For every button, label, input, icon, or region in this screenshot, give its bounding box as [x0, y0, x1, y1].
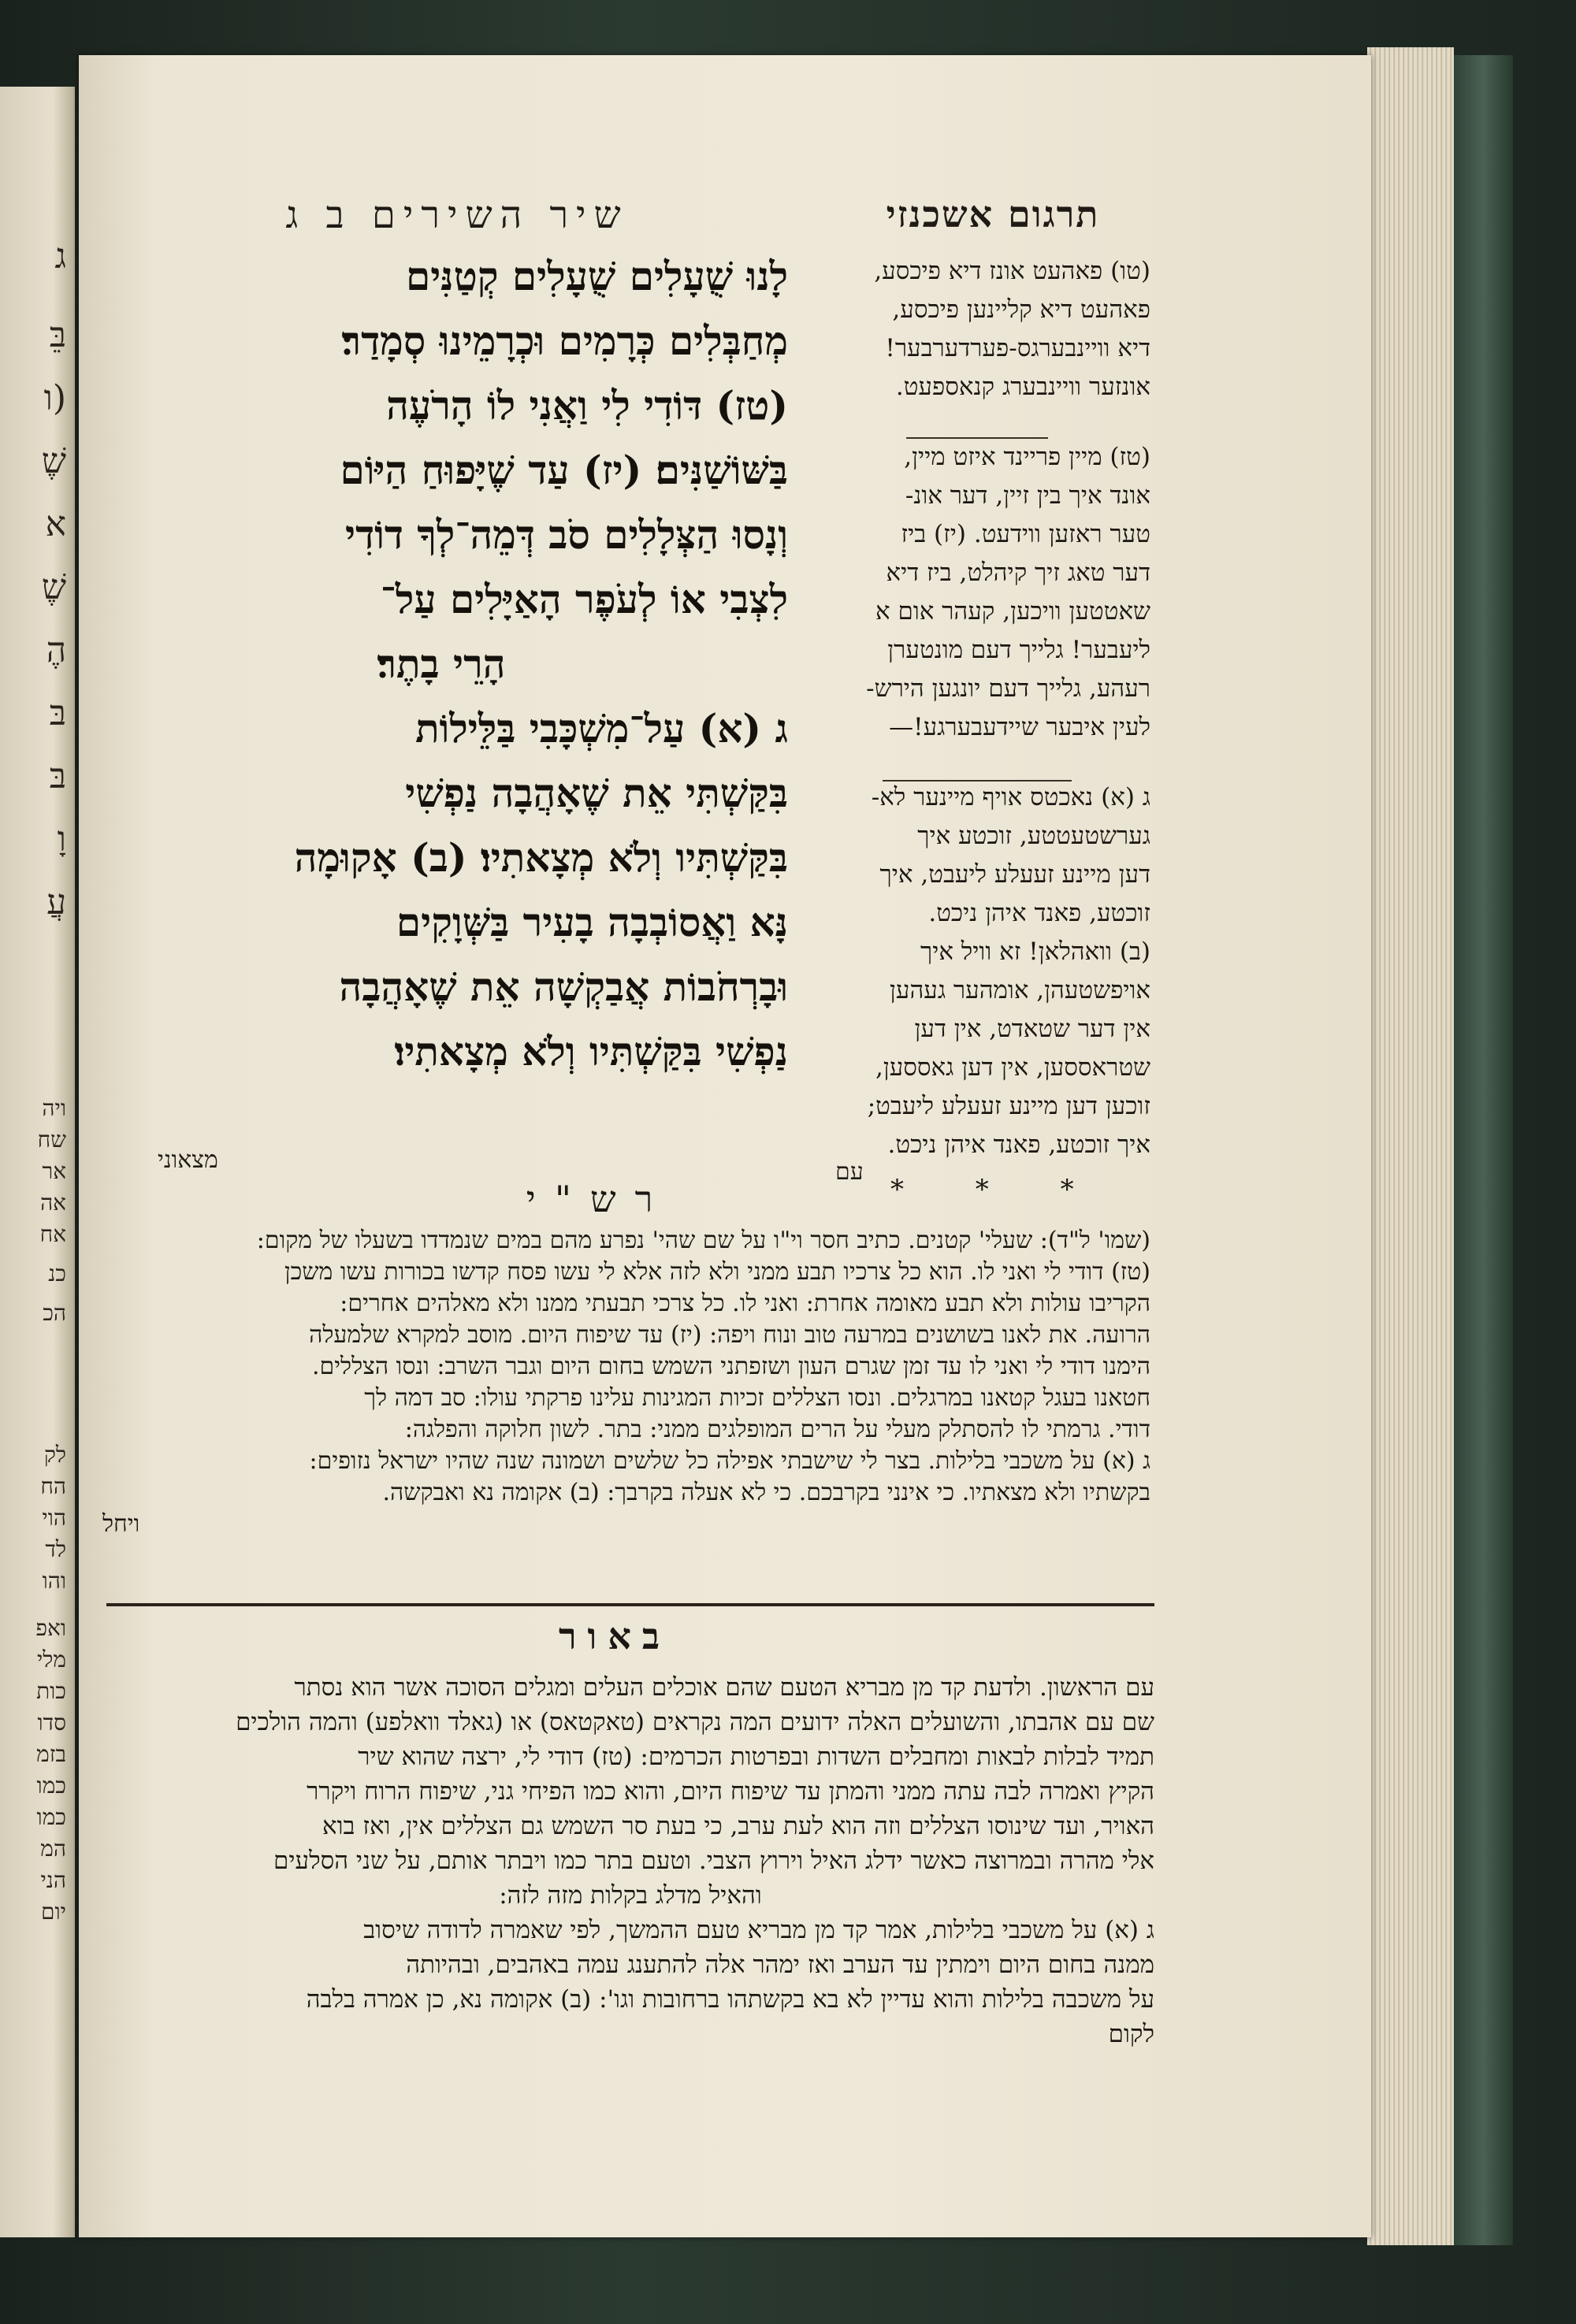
left-page-edge: [0, 87, 75, 2237]
page-edges: [1367, 47, 1454, 2245]
left-page-fragment: המ: [40, 1836, 66, 1862]
translation-line: גערשטעטטע, זוכטע איך: [917, 822, 1150, 850]
rashi-line: חטאנו בעגל קטאנו במרגלים. ונסו הצללים זכיות המגינות עלינו פרקתי עולו: סב דמה לך: [364, 1384, 1150, 1412]
left-page-fragment: לק: [43, 1442, 66, 1468]
left-page-fragment: שֶׁ: [41, 567, 66, 607]
translation-line: (טז) מיין פריינד איזט מיין,: [904, 443, 1150, 471]
left-page-fragment: כנ: [48, 1260, 66, 1286]
targum-title: תרגום אשכנזי: [886, 193, 1100, 236]
left-page-fragment: הכ: [43, 1300, 66, 1326]
translation-divider: [883, 780, 1072, 781]
translation-line: דען מיינע זעעלע ליעבט, איך: [879, 860, 1150, 889]
left-page-fragment: שֶׁ: [41, 441, 66, 481]
rashi-line: הרועה. את לאנו בשושנים במרעה טוב ונוח ויפה: (יז) עד שיפוח היום. מוסב למקרא שלמעלה: [309, 1321, 1150, 1349]
main-line: מְחַבְּלִים כְּרָמִים וּכְרָמֵינוּ סְמָדַר׃: [341, 317, 788, 364]
left-page-fragment: בזמ: [36, 1741, 66, 1767]
main-line: לָנוּ שֻׁעָלִים שֻׁעָלִים קְטַנִּים: [406, 253, 788, 299]
left-page-fragment: בֵּ: [49, 315, 66, 355]
translation-line: שטראססען, אין דען גאססען,: [875, 1053, 1150, 1082]
translation-divider: [906, 437, 1048, 439]
biur-line: האויר, ועד שינוסו הצללים וזה הוא לעת ערב, כי בעת סר השמש גם הצללים אין, ואז בוא: [322, 1812, 1154, 1840]
translation-line: אונזער וויינבערג קנאספעט.: [895, 373, 1150, 401]
left-page-fragment: ואפ: [35, 1615, 66, 1641]
biur-line: ג (א) על משכבי בלילות, אמר קד מן מבריא טעם ההמשך, לפי שאמרה לדודה שיסוב: [363, 1916, 1154, 1944]
translation-line: דיא וויינבערגס-פערדערבער!: [885, 334, 1150, 362]
spacer: [804, 747, 1150, 778]
translation-line: לעין איבער שיידעבערגע!—: [889, 713, 1150, 741]
rashi-line: (שמו' ל"ד): שעלי' קטנים. כתיב חסר וי"ו על שם שהי' נפרע מהם במים שנמדדו בשעלו של מקום:: [256, 1227, 1150, 1254]
main-line: (טז) דּוֹדִי לִי וַאֲנִי לוֹ הָרֹעֶה: [386, 382, 788, 429]
catchword-translation: עם: [835, 1158, 864, 1186]
biur-line: ממנה בחום היום וימתין עד הערב ואז ימהר אלה להתענג עמה באהבים, ובהיותה: [406, 1951, 1154, 1979]
translation-line: אונד איך בין זיין, דער אונ-: [905, 481, 1150, 510]
book-title: שיר השירים ב ג: [285, 193, 629, 237]
translation-line: דער טאג זיך קיהלט, ביז דיא: [886, 559, 1150, 587]
translation-line: טער ראזען ווידעט. (יז) ביז: [901, 520, 1150, 548]
rashi-title: רש"י: [526, 1178, 672, 1220]
left-page-fragment: וָ: [57, 819, 66, 859]
left-page-fragment: סדו: [37, 1710, 66, 1736]
section-stars: * * *: [890, 1174, 1106, 1205]
biur-line: על משכבה בלילות והוא עדיין לא בא בקשתהו ברחובות וגו': (ב) אקומה נא, כן אמרה בלבה: [306, 1985, 1154, 2014]
left-page-fragment: (ו: [43, 378, 66, 418]
biur-title: באור: [558, 1615, 671, 1658]
translation-line: שאטטען וויכען, קעהר אום א: [875, 597, 1150, 626]
rashi-line: בקשתיו ולא מצאתיו. כי אינני בקרבכם. כי לא אעלה בקרבך: (ב) אקומה נא ואבקשה.: [382, 1479, 1150, 1506]
rashi-line: (טז) דודי לי ואני לו. הוא כל צרכיו תבע ממני ולא לזה אלא לי עשו פסח קדשו בכורות עשו משכן: [284, 1258, 1150, 1286]
left-page-fragment: א: [45, 504, 66, 544]
translation-line: פאהעט דיא קליינען פיכסע,: [892, 295, 1150, 324]
translation-line: ליעבער! גלייך דעם מונטערן: [887, 636, 1150, 664]
biur-line: עם הראשון. ולדעת קד מן מבריא הטעם שהם אוכלים העלים ומגלים הסוכה אשר הוא נסתר: [294, 1673, 1154, 1702]
main-line: בַּשּׁוֹשַׁנִּים׃ (יז) עַד שֶׁיָּפוּחַ הַיּוֹם: [340, 447, 788, 493]
left-page-fragment: בּ: [49, 693, 66, 733]
biur-commentary: [106, 1670, 1154, 2051]
main-line: הָרֵי בָתֶר׃: [377, 640, 506, 687]
section-rule: [106, 1603, 1154, 1606]
main-line: נָּא וַאֲסוֹבְבָה בָעִיר בַּשְּׁוָקִים: [396, 899, 788, 945]
translation-line: זוכטע, פאנד איהן ניכט.: [928, 899, 1150, 927]
rashi-commentary: [102, 1225, 1150, 1540]
left-page-fragment: והו: [42, 1568, 66, 1594]
rashi-line: הקריבו עולות ולא תבע מאומה אחרת: ואני לו. כל צרכי תבעתי ממנו ולא מאלהים אחרים:: [340, 1290, 1150, 1317]
main-line: וּבָרְחֹבוֹת אֲבַקְשָׁה אֵת שֶׁאָהֲבָה: [339, 963, 788, 1010]
translation-line: אין דער שטאדט, אין דען: [914, 1015, 1150, 1043]
main-line: ג (א) עַל־מִשְׁכָּבִי בַּלֵּילוֹת: [415, 705, 788, 752]
main-line: בִּקַּשְׁתִּי אֵת שֶׁאָהֲבָה נַפְשִׁי: [405, 770, 788, 816]
left-page-fragment: אה: [40, 1190, 66, 1216]
translation-column: [804, 252, 1150, 1164]
left-page-fragment: אח: [39, 1221, 66, 1247]
rashi-line: הימנו דודי לי ואני לו עד זמן שגרם העון ושזפתני השמש בחום היום וגבר השרב: ונסו הצללים.: [311, 1353, 1150, 1380]
biur-line: שם עם אהבתו, והשועלים האלה ידועים המה נקראים (טאקטאס) או (גאלד וואלפע) והמה הולכים: [236, 1708, 1154, 1736]
left-page-fragment: כמו: [36, 1804, 66, 1830]
translation-line: זוכען דען מיינע זעעלע ליעבט;: [867, 1092, 1150, 1120]
translation-line: ג (א) נאכטס אויף מיינער לא-: [871, 783, 1150, 811]
biur-line: והאיל מדלג בקלות מזה לזה:: [499, 1881, 762, 1910]
left-page-fragment: כמו: [36, 1773, 66, 1799]
main-line: וְנָסוּ הַצְּלָלִים סֹב דְּמֵה־לְךָ דוֹדִי: [344, 511, 788, 558]
cover-edge: [1454, 55, 1513, 2245]
rashi-line: דודי. גרמתי לו להסתלק מעלי על הרים המופלגים ממני: בתר. לשון חלוקה והפלגה:: [404, 1416, 1150, 1443]
left-page-fragment: הוי: [42, 1505, 66, 1531]
rashi-line: ג (א) על משכבי בלילות. בצר לי שישבתי אפילה כל שלשים ושמונה שנה שהיו ישראל נזופים:: [309, 1447, 1150, 1475]
left-page-fragment: עֲ: [46, 882, 66, 923]
left-page-fragment: לד: [45, 1536, 66, 1562]
catchword-main: מצאוני: [158, 1146, 218, 1174]
biur-line: לקום: [1108, 2020, 1154, 2048]
translation-line: רעהע, גלייך דעם יונגען הירש-: [866, 674, 1150, 703]
catchword-rashi: ויחל: [102, 1510, 140, 1538]
left-page-fragment: הני: [40, 1867, 66, 1893]
left-page-fragment: ג: [54, 236, 66, 277]
spacer: [804, 407, 1150, 438]
left-page-fragment: אר: [42, 1158, 66, 1184]
biur-line: הקיץ ואמרה לבה עתה ממני והמתן עד שיפוח היום, והוא כמו הפיחי גני, שיפוח הרוח ויקרר: [307, 1777, 1154, 1806]
main-line: בִּקַּשְׁתִּיו וְלֹא מְצָאתִיו׃ (ב) אָקוּמָה: [294, 834, 788, 881]
main-line: נַפְשִׁי בִּקַּשְׁתִּיו וְלֹא מְצָאתִיו׃: [394, 1028, 788, 1075]
translation-line: (טו) פאהעט אונז דיא פיכסע,: [874, 257, 1150, 285]
left-page-fragment: בּ: [49, 756, 66, 796]
main-text: [95, 244, 788, 1084]
left-page-fragment: הח: [40, 1473, 66, 1499]
biur-line: תמיד לבלות לבאות ומחבלים השדות ובפרטות הכרמים: (טז) דודי לי, ירצה שהוא שיר: [358, 1743, 1154, 1771]
left-page-fragment: כות: [36, 1678, 66, 1704]
left-page-fragment: מלי: [36, 1646, 66, 1672]
main-line: לִצְבִי אוֹ לְעֹפֶר הָאַיָּלִים עַל־: [380, 576, 788, 622]
translation-line: (ב) וואהלאן! זא וויל איך: [920, 937, 1150, 966]
left-page-fragment: שח: [37, 1127, 66, 1153]
biur-line: אלי מהרה ובמרוצה כאשר ידלג האיל וירוץ הצבי. וטעם בתר כמו ויבתר אותם, על שני הסלעים: [273, 1847, 1154, 1875]
left-page-fragment: ויה: [42, 1095, 66, 1121]
left-page-fragment: יום: [41, 1899, 66, 1925]
translation-line: איך זוכטע, פאנד איהן ניכט.: [887, 1130, 1150, 1159]
translation-line: אויפשטעהן, אומהער געהען: [890, 976, 1150, 1004]
left-page-fragment: הֶ: [46, 630, 66, 670]
